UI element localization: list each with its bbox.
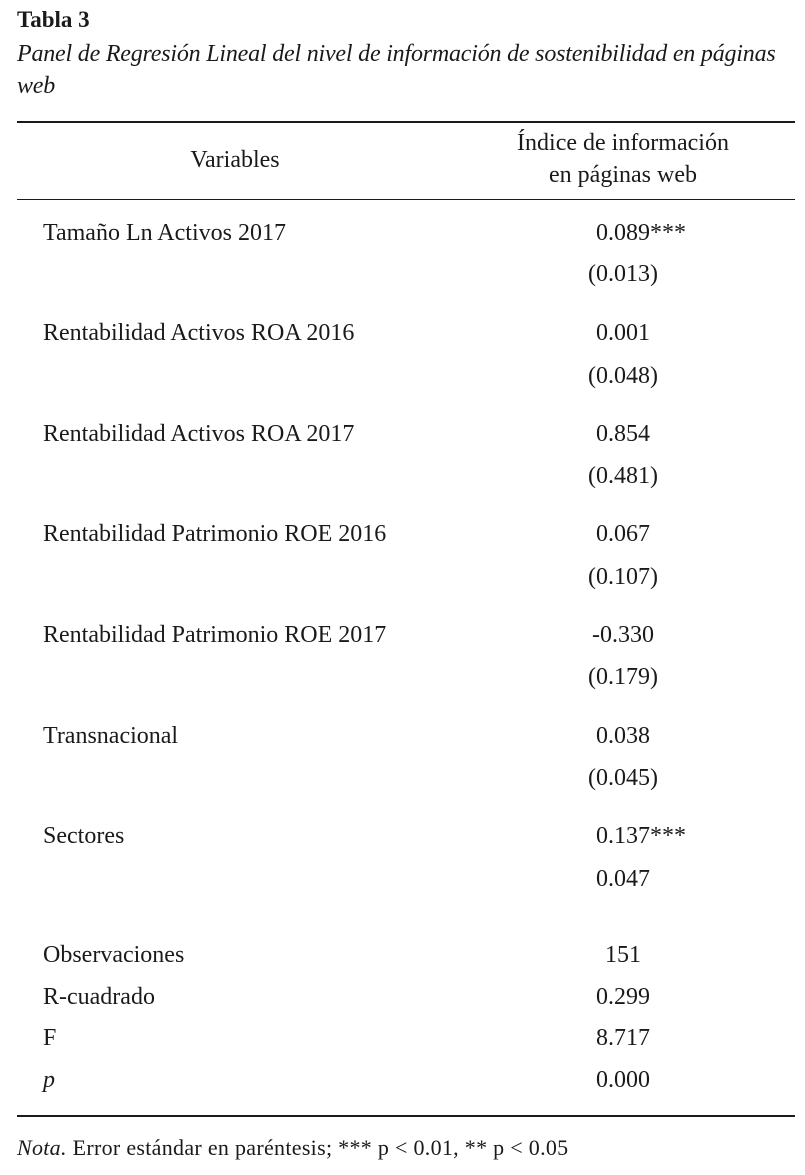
row-coefficient (453, 318, 793, 348)
row-standard-error: (0.179) (588, 664, 658, 690)
row-variable: Rentabilidad Activos ROA 2017 (43, 421, 355, 447)
coef-value: 0.001 (596, 320, 650, 346)
row-coefficient (453, 821, 793, 851)
row-variable: Rentabilidad Activos ROA 2016 (43, 320, 355, 346)
significance-stars: *** (650, 220, 686, 246)
note-text: Error estándar en paréntesis; *** p < 0.01, ** p < 0.05 (72, 1135, 569, 1160)
row-standard-error: (0.045) (588, 765, 658, 791)
stat-value: 0.299 (596, 984, 650, 1010)
row-coefficient (453, 620, 793, 650)
stat-label: p (43, 1067, 55, 1093)
stat-value: 0.000 (596, 1067, 650, 1093)
row-coefficient (453, 218, 793, 248)
row-coefficient (453, 519, 793, 549)
row-standard-error: (0.481) (588, 463, 658, 489)
stat-label: F (43, 1025, 57, 1051)
stat-label: R-cuadrado (43, 984, 155, 1010)
significance-stars: *** (650, 823, 686, 849)
row-variable: Sectores (43, 823, 125, 849)
stat-value: 151 (605, 942, 641, 968)
row-variable: Rentabilidad Patrimonio ROE 2016 (43, 521, 387, 547)
row-standard-error: (0.013) (588, 261, 658, 287)
table-note (17, 1134, 568, 1162)
table-label: Tabla 3 (17, 7, 90, 32)
header-variables: Variables (190, 147, 280, 173)
note-label: Nota. (17, 1135, 67, 1160)
row-coefficient (453, 419, 793, 449)
row-variable: Tamaño Ln Activos 2017 (43, 220, 286, 246)
stat-value: 8.717 (596, 1025, 650, 1051)
table-caption: Panel de Regresión Lineal del nivel de información de sostenibilidad en páginas web (17, 41, 776, 99)
stat-label: Observaciones (43, 942, 185, 968)
coef-value: 0.038 (596, 723, 650, 749)
top-rule (17, 121, 795, 123)
header-index (453, 127, 793, 191)
bottom-rule (17, 1115, 795, 1117)
row-standard-error: 0.047 (596, 866, 650, 892)
coef-value: 0.089 (596, 220, 650, 246)
coef-value: 0.067 (596, 521, 650, 547)
row-standard-error: (0.048) (588, 363, 658, 389)
row-coefficient (453, 721, 793, 751)
row-variable: Rentabilidad Patrimonio ROE 2017 (43, 622, 387, 648)
header-index-line2: en páginas web (549, 162, 697, 188)
coef-value: -0.330 (592, 622, 654, 648)
row-variable: Transnacional (43, 723, 179, 749)
coef-value: 0.137 (596, 823, 650, 849)
header-rule (17, 199, 795, 200)
header-index-line1: Índice de información (517, 130, 729, 156)
coef-value: 0.854 (596, 421, 650, 447)
row-standard-error: (0.107) (588, 564, 658, 590)
